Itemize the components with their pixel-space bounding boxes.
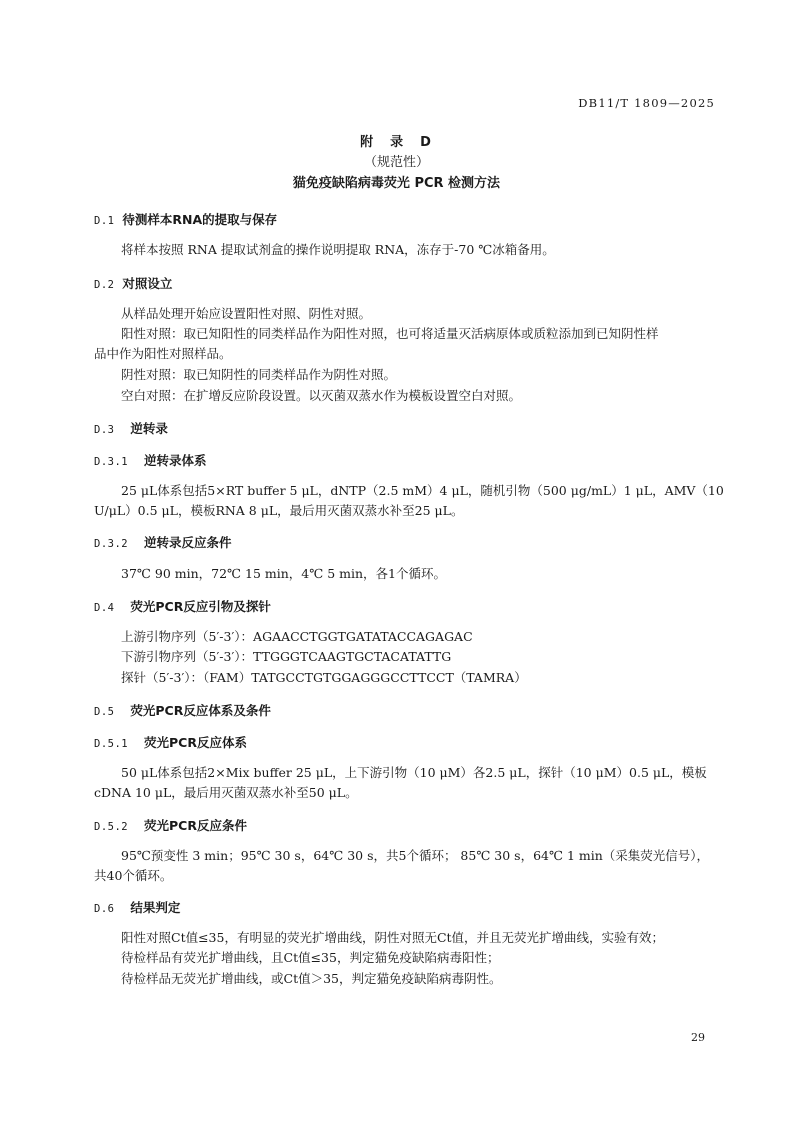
page-number: 29 [691,1031,705,1044]
section-title: 逆转录反应条件 [144,535,232,550]
section-heading-d2 [94,274,172,292]
section-heading-d32 [94,533,232,551]
section-number: D.4 [94,602,115,614]
section-number: D.3.1 [94,456,129,468]
section-title: 逆转录体系 [144,453,207,468]
paragraph: 阴性对照：取已知阴性的同类样品作为阴性对照。 [121,367,397,382]
paragraph: 25 μL体系包括5×RT buffer 5 μL，dNTP（2.5 mM）4 μL，随机引物（500 μg/mL）1 μL，AMV（10 [121,483,724,498]
section-title: 待测样本RNA的提取与保存 [122,212,278,227]
section-heading-d52 [94,816,247,834]
section-title: 荧光PCR反应体系及条件 [130,703,271,718]
annex-nature: （规范性） [363,155,429,170]
paragraph: 探针（5′-3′）：（FAM）TATGCCTGTGGAGGGCCTTCCT（TAMRA） [121,670,527,685]
paragraph: 空白对照：在扩增反应阶段设置。以灭菌双蒸水作为模板设置空白对照。 [121,388,522,403]
paragraph: 待检样品无荧光扩增曲线，或Ct值＞35，判定猫免疫缺陷病毒阴性。 [121,971,502,986]
paragraph: 50 μL体系包括2×Mix buffer 25 μL，上下游引物（10 μM）各2.5 μL，探针（10 μM）0.5 μL，模板 [121,765,707,780]
paragraph: 阳性对照Ct值≤35，有明显的荧光扩增曲线，阴性对照无Ct值，并且无荧光扩增曲线，实验有效； [121,930,665,945]
annex-label: 附 录 D [360,135,433,150]
section-heading-d3 [94,419,168,437]
section-title: 荧光PCR反应体系 [144,735,247,750]
section-heading-d5 [94,701,271,719]
section-title: 逆转录 [130,421,168,436]
paragraph-continuation: 品中作为阳性对照样品。 [94,346,232,361]
paragraph-continuation: 共40个循环。 [94,868,173,883]
section-heading-d6 [94,898,180,916]
section-title: 荧光PCR反应条件 [144,818,247,833]
paragraph: 阳性对照：取已知阳性的同类样品作为阳性对照，也可将适量灭活病原体或质粒添加到已知阴性样 [121,326,659,341]
paragraph: 37℃ 90 min，72℃ 15 min，4℃ 5 min，各1个循环。 [121,566,446,581]
section-number: D.3.2 [94,538,129,550]
section-number: D.6 [94,903,115,915]
annex-title: 猫免疫缺陷病毒荧光 PCR 检测方法 [292,176,501,191]
section-number: D.3 [94,424,115,436]
paragraph: 95℃预变性 3 min；95℃ 30 s，64℃ 30 s，共5个循环； 85℃ 30 s，64℃ 1 min（采集荧光信号）， [121,848,710,863]
section-heading-d4 [94,597,271,615]
standard-code: DB11/T 1809—2025 [578,96,715,110]
section-number: D.5 [94,706,115,718]
paragraph: 从样品处理开始应设置阳性对照、阴性对照。 [121,306,372,321]
section-title: 对照设立 [122,276,173,291]
paragraph: 下游引物序列（5′-3′）：TTGGGTCAAGTGCTACATATTG [121,649,452,664]
section-number: D.1 [94,215,115,227]
section-heading-d51 [94,733,247,751]
paragraph-continuation: U/μL）0.5 μL，模板RNA 8 μL，最后用灭菌双蒸水补至25 μL。 [94,503,464,518]
section-title: 荧光PCR反应引物及探针 [130,599,271,614]
paragraph: 上游引物序列（5′-3′）：AGAACCTGGTGATATACCAGAGAC [121,629,473,644]
section-number: D.5.1 [94,738,129,750]
section-number: D.5.2 [94,821,129,833]
paragraph: 将样本按照 RNA 提取试剂盒的操作说明提取 RNA，冻存于-70 ℃冰箱备用。 [121,242,555,257]
paragraph: 待检样品有荧光扩增曲线，且Ct值≤35，判定猫免疫缺陷病毒阳性； [121,950,500,965]
section-heading-d1 [94,210,277,228]
paragraph-continuation: cDNA 10 μL，最后用灭菌双蒸水补至50 μL。 [94,785,358,800]
section-heading-d31 [94,451,207,469]
section-title: 结果判定 [130,900,181,915]
section-number: D.2 [94,279,115,291]
